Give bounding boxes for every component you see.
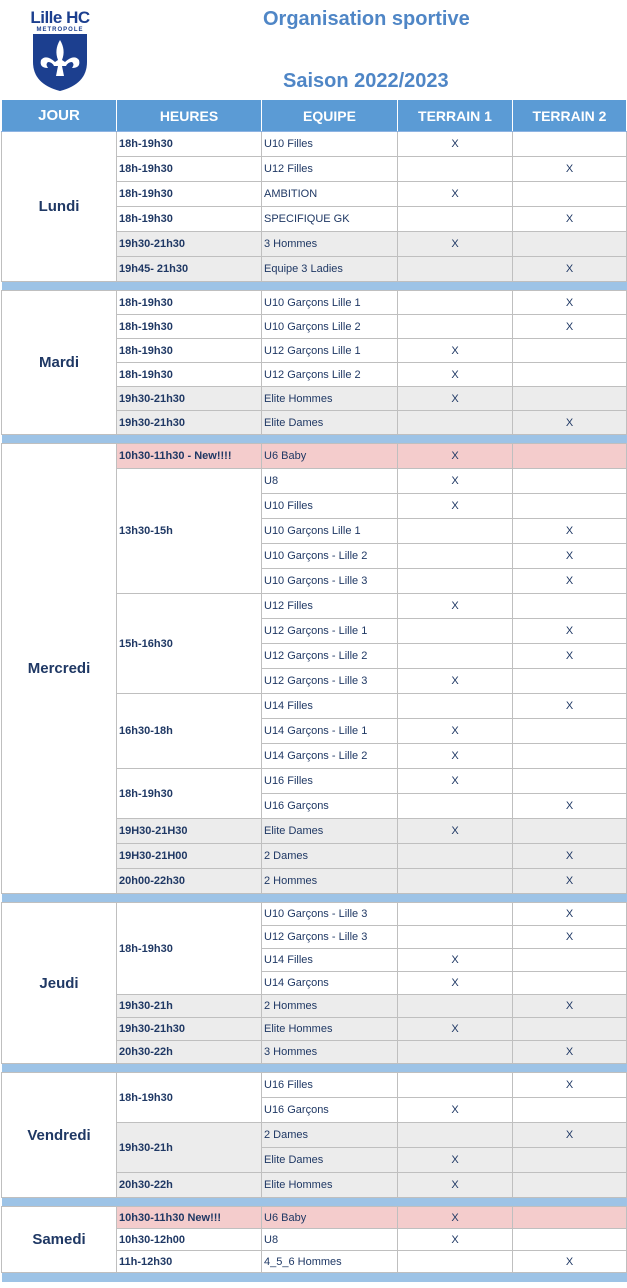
- terrain-2-cell: [513, 769, 627, 794]
- time-cell: 19h30-21h30: [117, 232, 262, 257]
- terrain-2-cell: [513, 949, 627, 972]
- terrain-2-cell: X: [513, 1123, 627, 1148]
- table-row: [2, 444, 627, 469]
- terrain-2-cell: [513, 972, 627, 995]
- table-row: [2, 1207, 627, 1229]
- club-logo: [28, 8, 92, 92]
- terrain-1-cell: X: [398, 444, 513, 469]
- team-cell: U10 Garçons - Lille 3: [262, 569, 398, 594]
- terrain-2-cell: X: [513, 694, 627, 719]
- terrain-1-cell: X: [398, 132, 513, 157]
- team-cell: U12 Garçons - Lille 2: [262, 644, 398, 669]
- schedule-table: [1, 99, 627, 1282]
- column-header-terrain-1: TERRAIN 1: [398, 100, 513, 132]
- time-cell: 19h30-21h: [117, 1123, 262, 1173]
- team-cell: U14 Filles: [262, 949, 398, 972]
- table-header-row: [2, 100, 627, 132]
- terrain-2-cell: [513, 1207, 627, 1229]
- team-cell: Elite Hommes: [262, 1018, 398, 1041]
- logo-subtitle: METROPOLE: [36, 27, 84, 33]
- terrain-2-cell: [513, 669, 627, 694]
- terrain-2-cell: [513, 1098, 627, 1123]
- team-cell: U16 Filles: [262, 1073, 398, 1098]
- time-cell: 18h-19h30: [117, 157, 262, 182]
- team-cell: U10 Garçons Lille 1: [262, 519, 398, 544]
- terrain-1-cell: X: [398, 594, 513, 619]
- time-cell: 10h30-11h30 New!!!: [117, 1207, 262, 1229]
- time-cell: 16h30-18h: [117, 694, 262, 769]
- team-cell: U10 Garçons - Lille 3: [262, 903, 398, 926]
- team-cell: Elite Hommes: [262, 387, 398, 411]
- terrain-1-cell: [398, 544, 513, 569]
- terrain-2-cell: [513, 363, 627, 387]
- terrain-1-cell: X: [398, 363, 513, 387]
- time-cell: 10h30-12h00: [117, 1229, 262, 1251]
- time-cell: 19h30-21h30: [117, 411, 262, 435]
- terrain-2-cell: X: [513, 844, 627, 869]
- time-cell: 19h30-21h30: [117, 387, 262, 411]
- terrain-2-cell: [513, 339, 627, 363]
- terrain-2-cell: X: [513, 411, 627, 435]
- team-cell: Elite Dames: [262, 819, 398, 844]
- terrain-2-cell: [513, 1229, 627, 1251]
- team-cell: AMBITION: [262, 182, 398, 207]
- team-cell: 3 Hommes: [262, 1041, 398, 1064]
- terrain-1-cell: [398, 869, 513, 894]
- time-cell: 19h30-21h30: [117, 1018, 262, 1041]
- page-title: Organisation sportive: [263, 8, 470, 30]
- terrain-2-cell: X: [513, 869, 627, 894]
- time-cell: 19H30-21H00: [117, 844, 262, 869]
- team-cell: SPECIFIQUE GK: [262, 207, 398, 232]
- team-cell: U14 Filles: [262, 694, 398, 719]
- table-row: [2, 291, 627, 315]
- team-cell: 2 Dames: [262, 1123, 398, 1148]
- day-separator: [2, 282, 627, 291]
- time-cell: 20h00-22h30: [117, 869, 262, 894]
- time-cell: 19h30-21h: [117, 995, 262, 1018]
- team-cell: U8: [262, 469, 398, 494]
- terrain-1-cell: [398, 844, 513, 869]
- terrain-1-cell: X: [398, 819, 513, 844]
- terrain-2-cell: X: [513, 926, 627, 949]
- logo-name: Lille HC: [30, 8, 90, 27]
- terrain-2-cell: X: [513, 995, 627, 1018]
- terrain-1-cell: [398, 1073, 513, 1098]
- team-cell: 2 Hommes: [262, 869, 398, 894]
- column-header-jour: JOUR: [2, 100, 117, 132]
- team-cell: Equipe 3 Ladies: [262, 257, 398, 282]
- time-cell: 19H30-21H30: [117, 819, 262, 844]
- day-label-samedi: Samedi: [2, 1207, 117, 1273]
- team-cell: U10 Filles: [262, 132, 398, 157]
- terrain-2-cell: X: [513, 903, 627, 926]
- terrain-1-cell: [398, 519, 513, 544]
- team-cell: U12 Filles: [262, 594, 398, 619]
- terrain-1-cell: X: [398, 182, 513, 207]
- day-label-vendredi: Vendredi: [2, 1073, 117, 1198]
- terrain-2-cell: X: [513, 207, 627, 232]
- terrain-1-cell: X: [398, 494, 513, 519]
- time-cell: 18h-19h30: [117, 291, 262, 315]
- terrain-1-cell: [398, 569, 513, 594]
- terrain-2-cell: X: [513, 1073, 627, 1098]
- terrain-2-cell: [513, 444, 627, 469]
- time-cell: 18h-19h30: [117, 1073, 262, 1123]
- time-cell: 18h-19h30: [117, 903, 262, 995]
- team-cell: U16 Garçons: [262, 794, 398, 819]
- team-cell: Elite Dames: [262, 411, 398, 435]
- day-label-lundi: Lundi: [2, 132, 117, 282]
- team-cell: U16 Filles: [262, 769, 398, 794]
- time-cell: 20h30-22h: [117, 1041, 262, 1064]
- time-cell: 11h-12h30: [117, 1251, 262, 1273]
- terrain-2-cell: X: [513, 1251, 627, 1273]
- team-cell: U6 Baby: [262, 444, 398, 469]
- day-label-jeudi: Jeudi: [2, 903, 117, 1064]
- terrain-2-cell: [513, 182, 627, 207]
- terrain-1-cell: [398, 1041, 513, 1064]
- fleur-de-lis-shield-icon: [31, 32, 89, 92]
- team-cell: U12 Garçons Lille 2: [262, 363, 398, 387]
- terrain-1-cell: X: [398, 1229, 513, 1251]
- terrain-2-cell: [513, 1173, 627, 1198]
- terrain-1-cell: [398, 995, 513, 1018]
- table-row: [2, 903, 627, 926]
- team-cell: U12 Garçons - Lille 3: [262, 669, 398, 694]
- terrain-1-cell: [398, 619, 513, 644]
- terrain-1-cell: [398, 1251, 513, 1273]
- team-cell: Elite Dames: [262, 1148, 398, 1173]
- terrain-2-cell: X: [513, 157, 627, 182]
- terrain-1-cell: [398, 257, 513, 282]
- terrain-1-cell: X: [398, 719, 513, 744]
- team-cell: U12 Garçons - Lille 1: [262, 619, 398, 644]
- terrain-1-cell: [398, 694, 513, 719]
- time-cell: 18h-19h30: [117, 363, 262, 387]
- day-separator: [2, 1273, 627, 1282]
- table-row: [2, 132, 627, 157]
- column-header-equipe: EQUIPE: [262, 100, 398, 132]
- terrain-2-cell: [513, 719, 627, 744]
- terrain-2-cell: X: [513, 315, 627, 339]
- team-cell: U12 Garçons Lille 1: [262, 339, 398, 363]
- terrain-2-cell: X: [513, 257, 627, 282]
- terrain-2-cell: X: [513, 519, 627, 544]
- terrain-1-cell: [398, 157, 513, 182]
- team-cell: 3 Hommes: [262, 232, 398, 257]
- terrain-2-cell: [513, 469, 627, 494]
- team-cell: 2 Hommes: [262, 995, 398, 1018]
- terrain-1-cell: X: [398, 1207, 513, 1229]
- time-cell: 19h45- 21h30: [117, 257, 262, 282]
- team-cell: U10 Garçons Lille 2: [262, 315, 398, 339]
- terrain-1-cell: X: [398, 669, 513, 694]
- time-cell: 18h-19h30: [117, 769, 262, 819]
- terrain-1-cell: X: [398, 949, 513, 972]
- day-separator: [2, 1198, 627, 1207]
- terrain-2-cell: [513, 819, 627, 844]
- team-cell: U10 Filles: [262, 494, 398, 519]
- time-cell: 20h30-22h: [117, 1173, 262, 1198]
- time-cell: 18h-19h30: [117, 182, 262, 207]
- team-cell: U14 Garçons - Lille 1: [262, 719, 398, 744]
- day-label-mercredi: Mercredi: [2, 444, 117, 894]
- terrain-1-cell: [398, 926, 513, 949]
- terrain-2-cell: X: [513, 291, 627, 315]
- terrain-1-cell: X: [398, 469, 513, 494]
- terrain-1-cell: [398, 411, 513, 435]
- time-cell: 18h-19h30: [117, 315, 262, 339]
- terrain-2-cell: X: [513, 794, 627, 819]
- day-label-mardi: Mardi: [2, 291, 117, 435]
- time-cell: 10h30-11h30 - New!!!!: [117, 444, 262, 469]
- column-header-terrain-2: TERRAIN 2: [513, 100, 627, 132]
- team-cell: U12 Garçons - Lille 3: [262, 926, 398, 949]
- terrain-2-cell: X: [513, 644, 627, 669]
- team-cell: Elite Hommes: [262, 1173, 398, 1198]
- season-title: Saison 2022/2023: [283, 70, 449, 92]
- terrain-1-cell: [398, 903, 513, 926]
- terrain-2-cell: [513, 1148, 627, 1173]
- terrain-1-cell: [398, 644, 513, 669]
- terrain-2-cell: [513, 132, 627, 157]
- terrain-2-cell: [513, 387, 627, 411]
- team-cell: U14 Garçons: [262, 972, 398, 995]
- team-cell: U6 Baby: [262, 1207, 398, 1229]
- team-cell: U14 Garçons - Lille 2: [262, 744, 398, 769]
- terrain-1-cell: X: [398, 1098, 513, 1123]
- team-cell: U10 Garçons Lille 1: [262, 291, 398, 315]
- terrain-1-cell: X: [398, 769, 513, 794]
- terrain-1-cell: [398, 207, 513, 232]
- terrain-1-cell: [398, 794, 513, 819]
- terrain-1-cell: [398, 315, 513, 339]
- terrain-2-cell: [513, 744, 627, 769]
- team-cell: U8: [262, 1229, 398, 1251]
- team-cell: 4_5_6 Hommes: [262, 1251, 398, 1273]
- time-cell: 18h-19h30: [117, 132, 262, 157]
- time-cell: 15h-16h30: [117, 594, 262, 694]
- terrain-2-cell: [513, 494, 627, 519]
- time-cell: 13h30-15h: [117, 469, 262, 594]
- terrain-1-cell: X: [398, 1148, 513, 1173]
- day-separator: [2, 1064, 627, 1073]
- team-cell: 2 Dames: [262, 844, 398, 869]
- page-header: [0, 0, 627, 98]
- team-cell: U16 Garçons: [262, 1098, 398, 1123]
- time-cell: 18h-19h30: [117, 207, 262, 232]
- team-cell: U12 Filles: [262, 157, 398, 182]
- terrain-1-cell: [398, 1123, 513, 1148]
- terrain-2-cell: [513, 594, 627, 619]
- terrain-2-cell: X: [513, 619, 627, 644]
- terrain-1-cell: X: [398, 1018, 513, 1041]
- terrain-1-cell: X: [398, 1173, 513, 1198]
- terrain-1-cell: [398, 291, 513, 315]
- time-cell: 18h-19h30: [117, 339, 262, 363]
- day-separator: [2, 435, 627, 444]
- terrain-2-cell: X: [513, 569, 627, 594]
- terrain-1-cell: X: [398, 232, 513, 257]
- terrain-2-cell: X: [513, 1041, 627, 1064]
- day-separator: [2, 894, 627, 903]
- terrain-1-cell: X: [398, 387, 513, 411]
- terrain-1-cell: X: [398, 339, 513, 363]
- terrain-1-cell: X: [398, 972, 513, 995]
- terrain-2-cell: [513, 1018, 627, 1041]
- column-header-heures: HEURES: [117, 100, 262, 132]
- terrain-2-cell: [513, 232, 627, 257]
- terrain-1-cell: X: [398, 744, 513, 769]
- terrain-2-cell: X: [513, 544, 627, 569]
- team-cell: U10 Garçons - Lille 2: [262, 544, 398, 569]
- table-row: [2, 1073, 627, 1098]
